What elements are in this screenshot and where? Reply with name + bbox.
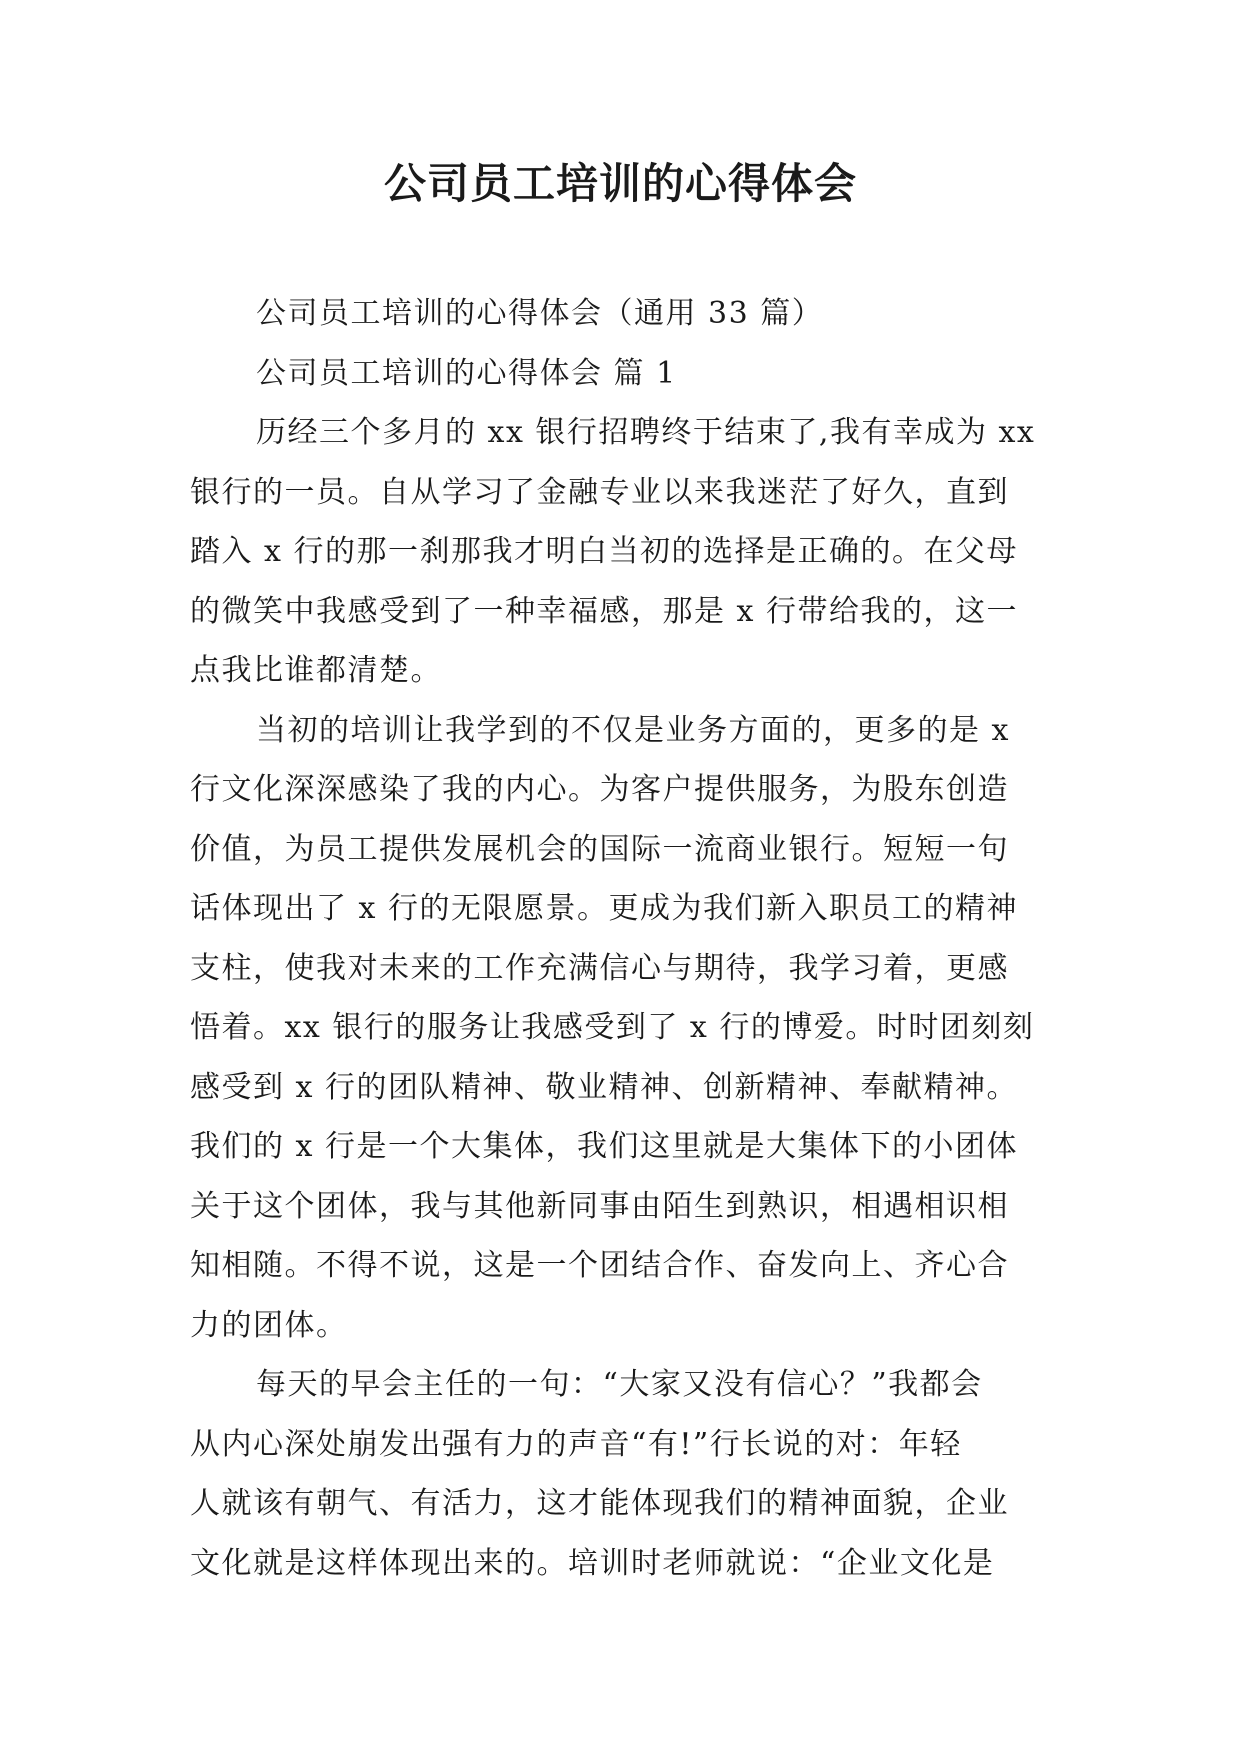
text-line: 话体现出了 x 行的无限愿景。更成为我们新入职员工的精神 xyxy=(190,891,1018,926)
text-line: 历经三个多月的 xx 银行招聘终于结束了,我有幸成为 xx xyxy=(256,415,1036,450)
document-body xyxy=(190,284,1058,1593)
text-line: 公司员工培训的心得体会（通用 33 篇） xyxy=(256,296,824,331)
text-line: 价值，为员工提供发展机会的国际一流商业银行。短短一句 xyxy=(190,831,1009,867)
text-line: 知相随。不得不说，这是一个团结合作、奋发向上、齐心合 xyxy=(190,1248,1009,1283)
text-line: 每天的早会主任的一句：“大家又没有信心？”我都会 xyxy=(256,1367,983,1402)
text-line: 公司员工培训的心得体会 篇 1 xyxy=(256,355,677,391)
text-line: 支柱，使我对未来的工作充满信心与期待，我学习着，更感 xyxy=(190,950,1009,986)
text-line: 点我比谁都清楚。 xyxy=(190,653,442,688)
text-line: 行文化深深感染了我的内心。为客户提供服务，为股东创造 xyxy=(190,772,1009,807)
text-line: 力的团体。 xyxy=(190,1307,348,1343)
text-line: 踏入 x 行的那一刹那我才明白当初的选择是正确的。在父母 xyxy=(190,534,1018,569)
document-title: 公司员工培训的心得体会 xyxy=(383,159,857,208)
text-line: 关于这个团体，我与其他新同事由陌生到熟识，相遇相识相 xyxy=(190,1188,1009,1224)
text-line: 当初的培训让我学到的不仅是业务方面的，更多的是 x xyxy=(256,712,1010,748)
text-line: 感受到 x 行的团队精神、敬业精神、创新精神、奉献精神。 xyxy=(190,1069,1018,1105)
text-line: 悟着。xx 银行的服务让我感受到了 x 行的博爱。时时团刻刻 xyxy=(190,1010,1035,1045)
text-line: 银行的一员。自从学习了金融专业以来我迷茫了好久，直到 xyxy=(190,474,1009,510)
text-line: 的微笑中我感受到了一种幸福感，那是 x 行带给我的，这一 xyxy=(190,593,1018,629)
text-line: 从内心深处崩发出强有力的声音“有!”行长说的对：年轻 xyxy=(190,1426,962,1462)
text-line: 我们的 x 行是一个大集体，我们这里就是大集体下的小团体 xyxy=(190,1129,1018,1164)
text-line: 文化就是这样体现出来的。培训时老师就说：“企业文化是 xyxy=(190,1545,995,1581)
text-line: 人就该有朝气、有活力，这才能体现我们的精神面貌，企业 xyxy=(190,1486,1009,1521)
